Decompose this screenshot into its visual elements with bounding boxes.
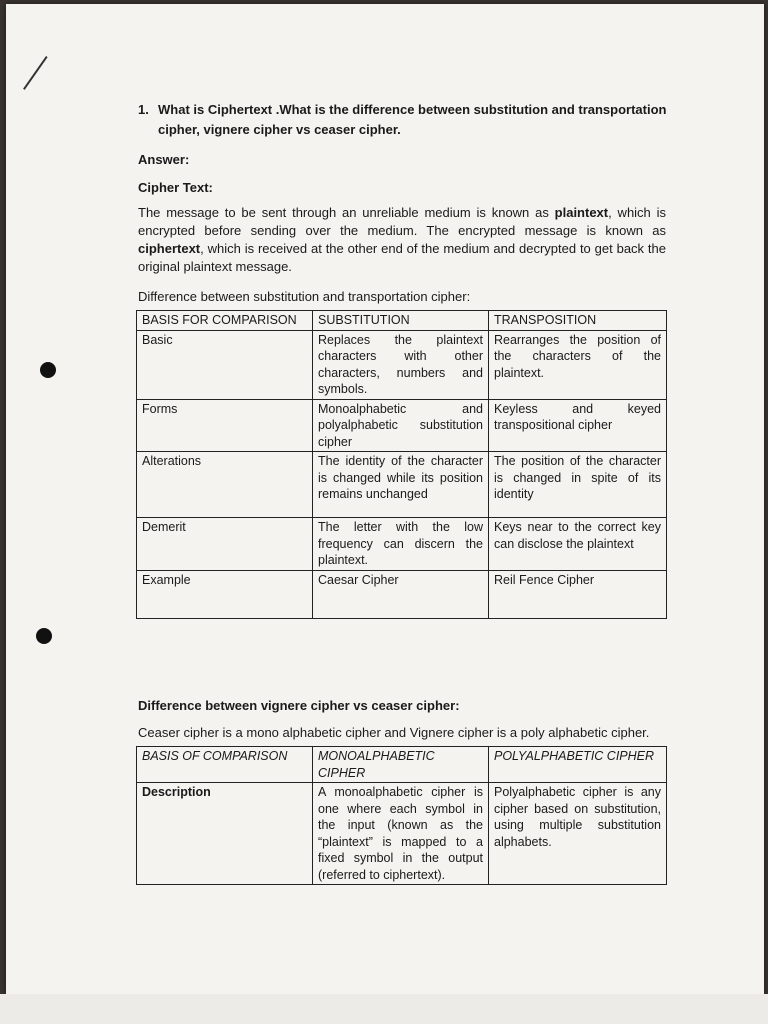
answer-label: Answer: bbox=[138, 152, 190, 167]
table-cell: Basic bbox=[137, 330, 313, 399]
table-row bbox=[137, 399, 667, 452]
table1-caption: Difference between substitution and transportation cipher: bbox=[138, 289, 471, 304]
paragraph-text-3: , which is received at the other end of the medium and decrypted to get back the original plaintext message. bbox=[138, 241, 666, 274]
table-cell: Description bbox=[137, 783, 313, 885]
punch-hole-bottom bbox=[36, 628, 52, 644]
table-cell: Reil Fence Cipher bbox=[489, 570, 667, 618]
table-cell: Alterations bbox=[137, 452, 313, 518]
pen-mark bbox=[23, 56, 48, 90]
paper-bottom-edge bbox=[0, 994, 768, 1024]
paragraph-text-1: The message to be sent through an unreliable medium is known as bbox=[138, 205, 555, 220]
table-cell: The position of the character is changed in spite of its identity bbox=[489, 452, 667, 518]
table-header-row bbox=[137, 747, 667, 783]
table-row bbox=[137, 330, 667, 399]
table-header-row bbox=[137, 311, 667, 331]
table-cell: Forms bbox=[137, 399, 313, 452]
punch-hole-top bbox=[40, 362, 56, 378]
table-cell: The identity of the character is changed while its position remains unchanged bbox=[313, 452, 489, 518]
substitution-transposition-table bbox=[136, 310, 667, 619]
table-cell: The letter with the low frequency can discern the plaintext. bbox=[313, 518, 489, 571]
table-row bbox=[137, 783, 667, 885]
table-header-cell: TRANSPOSITION bbox=[489, 311, 667, 331]
table-cell: Monoalphabetic and polyalphabetic substitution cipher bbox=[313, 399, 489, 452]
term-ciphertext: ciphertext bbox=[138, 241, 201, 256]
table-cell: Keyless and keyed transpositional cipher bbox=[489, 399, 667, 452]
table-header-cell: BASIS OF COMPARISON bbox=[137, 747, 313, 783]
table-header-cell: SUBSTITUTION bbox=[313, 311, 489, 331]
table-row bbox=[137, 518, 667, 571]
table-row bbox=[137, 570, 667, 618]
term-plaintext: plaintext bbox=[554, 205, 609, 220]
table-cell: A monoalphabetic cipher is one where each symbol in the input (known as the “plaintext” is mapped to a fixed symbol in the output (referred to ciphertext). bbox=[313, 783, 489, 885]
table-cell: Example bbox=[137, 570, 313, 618]
paragraph-text-2: , which is encrypted before sending over the medium. The encrypted message is known as bbox=[138, 205, 666, 238]
table-cell: Demerit bbox=[137, 518, 313, 571]
question-line-2: cipher, vignere cipher vs ceaser cipher. bbox=[158, 122, 401, 137]
table-cell: Replaces the plaintext characters with other characters, numbers and symbols. bbox=[313, 330, 489, 399]
section2-intro: Ceaser cipher is a mono alphabetic cipher and Vignere cipher is a poly alphabetic cipher. bbox=[138, 725, 650, 740]
question-text bbox=[158, 100, 688, 140]
table-cell: Keys near to the correct key can disclose the plaintext bbox=[489, 518, 667, 571]
section2-heading: Difference between vignere cipher vs ceaser cipher: bbox=[138, 698, 460, 713]
document-page bbox=[6, 4, 764, 994]
table-header-cell: POLYALPHABETIC CIPHER bbox=[489, 747, 667, 783]
question-line-1: What is Ciphertext .What is the difference between substitution and transportation bbox=[158, 102, 667, 117]
table-header-cell: MONOALPHABETIC CIPHER bbox=[313, 747, 489, 783]
table-cell: Polyalphabetic cipher is any cipher based on substitution, using multiple substitution alphabets. bbox=[489, 783, 667, 885]
definition-paragraph bbox=[138, 204, 666, 276]
table-header-cell: BASIS FOR COMPARISON bbox=[137, 311, 313, 331]
table-cell: Caesar Cipher bbox=[313, 570, 489, 618]
table-cell: Rearranges the position of the characters of the plaintext. bbox=[489, 330, 667, 399]
table-row bbox=[137, 452, 667, 518]
cipher-text-heading: Cipher Text: bbox=[138, 180, 213, 195]
question-number: 1. bbox=[138, 102, 149, 117]
mono-poly-table bbox=[136, 746, 667, 885]
